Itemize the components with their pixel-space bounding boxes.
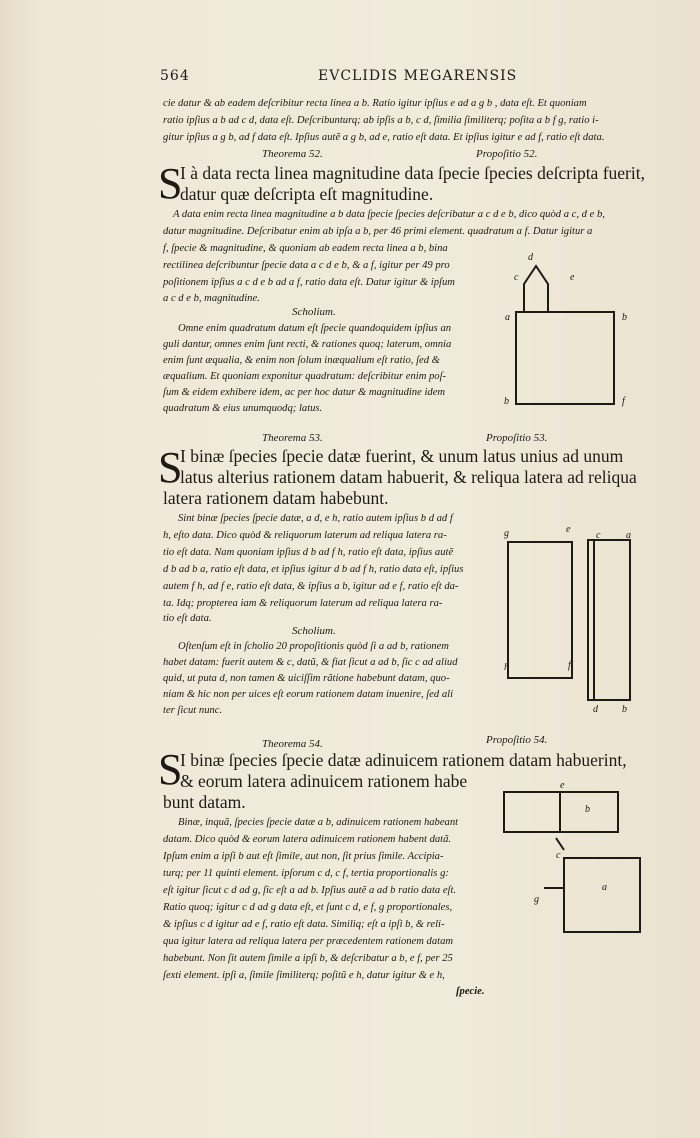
label-g: g xyxy=(534,894,539,905)
text-line: quid, ut puta d, non tamen & uiciſſim rãtione habebunt datam, quo- xyxy=(163,673,450,684)
text-line: habebunt. Non ſit autem ſimile a ipſi b, & deſcribatur a b, e f, per 25 xyxy=(163,953,453,964)
initial-letter: S xyxy=(158,443,183,492)
label-e: e xyxy=(570,272,575,283)
catchword: ſpecie. xyxy=(456,986,485,997)
text-line: Binæ, inquã, ſpecies ſpecie datæ a b, adinuicem rationem habeant xyxy=(178,817,459,828)
label-g: g xyxy=(504,528,509,539)
text-line: d b ad b a, ratio eſt data, et ipſius igitur d b ad f h, ratio data eſt, ipſius xyxy=(163,564,464,575)
theorem-heading: Theorema 53. xyxy=(262,432,323,444)
text-line: tio eſt data. xyxy=(163,613,212,624)
theorem-heading: Theorema 52. xyxy=(262,148,323,160)
text-line: gitur ipſius a g b, ad f data eſt. Ipſius autẽ a g b, ad e, ratio eſt data. Et ipſius igitur e ad f, ratio eſt data. xyxy=(163,132,605,143)
label-d: d xyxy=(528,252,533,263)
text-line: poſitionem ipſius a c d e b ad a f, ratio data eſt. Datur igitur & ipſum xyxy=(163,277,455,288)
label-f: f xyxy=(568,660,571,671)
text-line: qua igitur latera ad reliqua latera per præcedentem rationem datam xyxy=(163,936,454,947)
text-line: habet datam: fuerit autem & c, datũ, & fiat ſicut a ad b, ſic c ad aliud xyxy=(163,657,458,668)
label-h: h xyxy=(504,662,509,673)
statement-line: latus alterius rationem datam habuerit, & reliqua latera ad reliqua xyxy=(180,467,637,487)
initial-letter: S xyxy=(158,745,183,794)
text-line: niam & hic non per uices eſt eorum rationem datam inuenire, ſed ali xyxy=(163,689,454,700)
text-line: & ipſius c d igitur ad e f, ratio eſt data. Similiq; eſt a ipſi b, & reli- xyxy=(163,919,445,930)
statement-line: latera rationem datam habebunt. xyxy=(163,488,389,508)
label-b2: b xyxy=(504,396,509,407)
text-line: Sint binæ ſpecies ſpecie datæ, a d, e h, ratio autem ipſius b d ad f xyxy=(178,513,453,524)
theorem-heading: Theorema 54. xyxy=(262,738,323,750)
text-line: Ratio quoq; igitur c d ad g data eſt, et ſunt c d, e f, g proportionales, xyxy=(163,902,453,913)
text-line: rectilinea deſcribuntur ſpecie data a c d e b, & a f, igitur per 49 pro xyxy=(163,260,450,271)
text-line: æqualium. Et quoniam exponitur quadratum: deſcribitur enim poſ- xyxy=(163,371,447,382)
text-line: ta. Idq; propterea iam & reliquorum laterum ad reliqua latera ra- xyxy=(163,598,443,609)
initial-letter: S xyxy=(158,159,183,208)
text-line: ratio ipſius a b ad c d, data eſt. Deſcribunturq; ab ipſis a b, c d, ſimilia ſimiliterq; poſita a b f g, ratio i- xyxy=(163,115,599,126)
proposition-heading: Propoſitio 52. xyxy=(476,148,538,160)
statement-line: & eorum latera adinuicem rationem habe xyxy=(180,771,468,791)
page-number: 564 xyxy=(160,68,190,84)
label-b: b xyxy=(622,312,627,323)
label-d: d xyxy=(593,704,598,715)
text-line: tio eſt data. Nam quoniam ipſius d b ad f h, ratio eſt data, ipſius autẽ xyxy=(163,547,454,558)
text-line: enim ſunt æqualia, & enim non ſolum inæqualium eſt ratio, ſed & xyxy=(163,355,440,366)
diagram-53 xyxy=(500,528,640,708)
statement-line: I binæ ſpecies ſpecie datæ adinuicem rationem datam habuerint, xyxy=(180,750,627,770)
text-line: Oſtenſum eſt in ſcholio 20 propoſitionis quòd ſi a ad b, rationem xyxy=(178,641,449,652)
text-line: cie datur & ab eadem deſcribitur recta linea a b. Ratio igitur ipſius e ad a g b , data eſt. Et quoniam xyxy=(163,98,587,109)
text-line: eſt igitur ſicut c d ad g, ſic eſt a ad b. Ipſius autẽ a ad b ratio data eſt. xyxy=(163,885,457,896)
label-c: c xyxy=(514,272,519,283)
label-b: b xyxy=(585,804,590,815)
label-f: f xyxy=(622,396,625,407)
diagram-54 xyxy=(500,780,650,940)
label-e: e xyxy=(560,780,565,791)
label-a: a xyxy=(505,312,510,323)
text-line: a c d e b, magnitudine. xyxy=(163,293,260,304)
scholium-heading: Scholium. xyxy=(292,306,336,318)
label-e: e xyxy=(566,524,571,535)
proposition-heading: Propoſitio 53. xyxy=(486,432,548,444)
text-line: turq; per 11 quinti element. ipſorum c d, c f, tertia proportionalis g: xyxy=(163,868,449,879)
text-line: guli dantur, omnes enim ſunt recti, & rationes quoq; laterum, omnia xyxy=(163,339,452,350)
label-a: a xyxy=(602,882,607,893)
text-line: A data enim recta linea magnitudine a b data ſpecie ſpecies deſcribatur a c d e b, dico quòd a c, d e b, xyxy=(173,209,605,220)
statement-line: I à data recta linea magnitudine data ſpecie ſpecies deſcripta fuerit, xyxy=(180,163,645,183)
text-line: Omne enim quadratum datum eſt ſpecie quandoquidem ipſius an xyxy=(178,323,452,334)
text-line: ſexti element. ipſi a, ſimile ſimiliterq; poſitũ e h, datur igitur & e h, xyxy=(163,970,445,981)
statement-line: datur quæ deſcripta eſt magnitudine. xyxy=(180,184,434,204)
scholium-heading: Scholium. xyxy=(292,625,336,637)
label-b: b xyxy=(622,704,627,715)
text-line: quadratum & eius unumquodq; latus. xyxy=(163,403,323,414)
statement-line: bunt datam. xyxy=(163,792,246,812)
text-line: datur magnitudine. Deſcribatur enim ab ipſa a b, per 46 primi element. quadratum a f. Datur igitur a xyxy=(163,226,593,237)
text-line: ſum & eidem exhibere idem, ac per hoc datur & magnitudine idem xyxy=(163,387,446,398)
statement-line: I binæ ſpecies ſpecie datæ fuerint, & unum latus unius ad unum xyxy=(180,446,624,466)
text-line: ter ſicut nunc. xyxy=(163,705,223,716)
text-line: f, ſpecie & magnitudine, & quoniam ab eadem recta linea a b, bina xyxy=(163,243,448,254)
label-c: c xyxy=(596,530,601,541)
proposition-heading: Propoſitio 54. xyxy=(486,734,548,746)
text-line: datam. Dico quòd & eorum latera adinuicem rationem habent datã. xyxy=(163,834,452,845)
label-c: c xyxy=(556,850,561,861)
label-a: a xyxy=(626,530,631,541)
running-title: EVCLIDIS MEGARENSIS xyxy=(318,68,518,84)
text-line: autem f h, ad f e, ratio eſt data, & ipſius a b, igitur ad e f, ratio eſt da- xyxy=(163,581,459,592)
text-line: Ipſum enim a ipſi b aut eſt ſimile, aut non, ſit prius ſimile. Accipia- xyxy=(163,851,444,862)
text-line: h, eſto data. Dico quòd & reliquorum laterum ad reliqua latera ra- xyxy=(163,530,447,541)
